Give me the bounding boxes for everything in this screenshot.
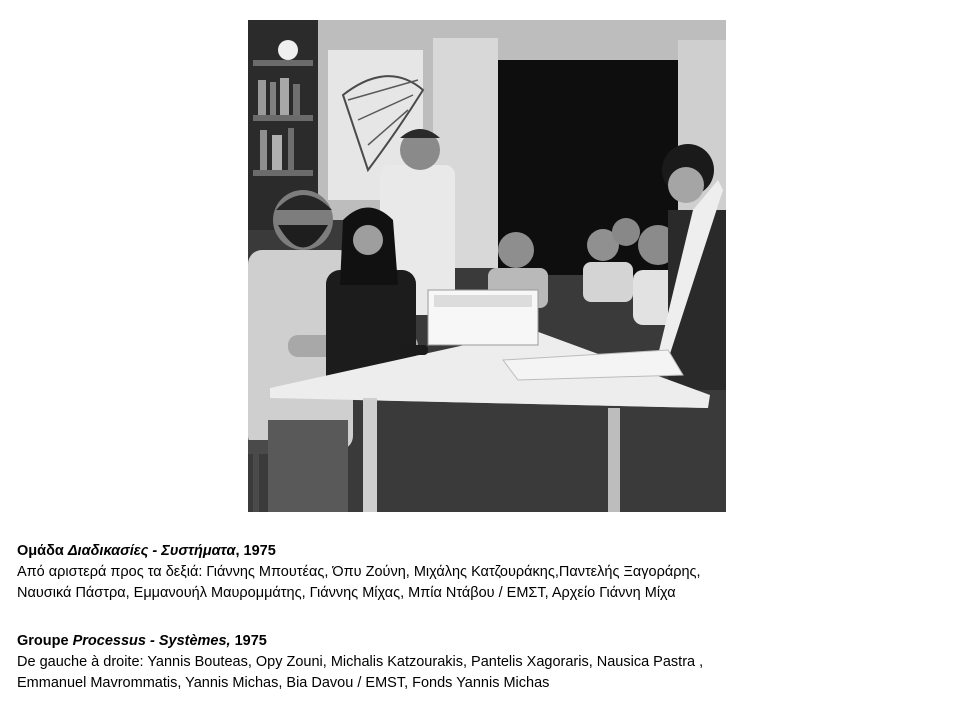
caption-french-group: Groupe — [17, 633, 69, 649]
caption-greek-title — [17, 541, 947, 562]
caption-french-line-2: Emmanuel Mavrommatis, Yannis Michas, Bia Davou / EMST, Fonds Yannis Michas — [17, 675, 550, 691]
caption-french-title — [17, 631, 947, 652]
caption-greek-group: Ομάδα — [17, 543, 64, 559]
caption-greek-work-title: Διαδικασίες - Συστήματα — [67, 543, 236, 559]
caption-greek-line-1: Από αριστερά προς τα δεξιά: Γιάννης Μπουτέας, Όπυ Ζούνη, Μιχάλης Κατζουράκης,Παντελής Ξαγοράρης, — [17, 564, 701, 580]
photo-lamp — [278, 40, 298, 60]
caption-greek-year: , 1975 — [235, 543, 276, 559]
caption-french-year: 1975 — [230, 633, 267, 649]
photo-person-center — [498, 232, 534, 268]
caption-french — [17, 631, 947, 694]
caption-french-work-title: Processus - Systèmes, — [72, 633, 231, 649]
caption-greek-line-2: Ναυσικά Πάστρα, Εμμανουήλ Μαυρομμάτης, Γιάννης Μίχας, Μπία Ντάβου / ΕΜΣΤ, Αρχείο Γιάννη Μίχα — [17, 585, 676, 601]
caption-greek — [17, 541, 947, 604]
photo-illustration — [248, 20, 726, 512]
group-photograph — [248, 20, 726, 512]
caption-french-line-1: De gauche à droite: Yannis Bouteas, Opy Zouni, Michalis Katzourakis, Pantelis Xagoraris, Nausica Pastra , — [17, 654, 704, 670]
